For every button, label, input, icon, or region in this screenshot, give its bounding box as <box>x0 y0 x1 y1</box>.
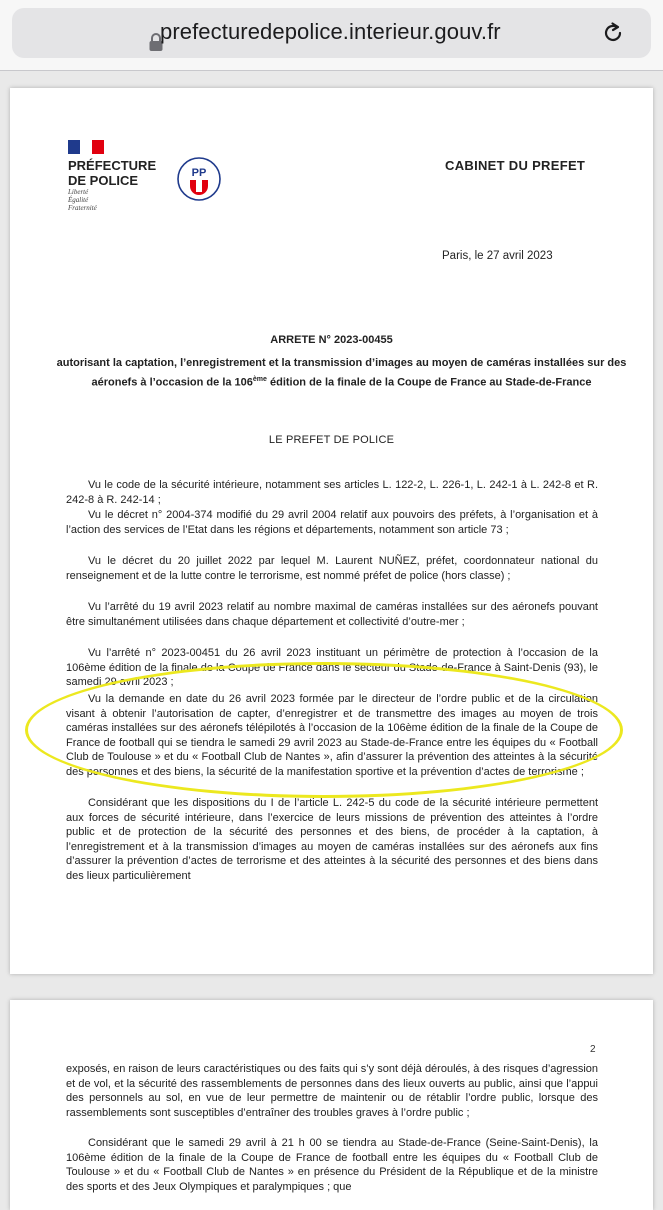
prefecture-logo-text <box>68 158 156 188</box>
reload-icon[interactable] <box>600 20 626 46</box>
prefet-heading: LE PREFET DE POLICE <box>268 434 395 446</box>
arrete-title: ARRETE N° 2023-00455 <box>270 334 393 346</box>
pdf-page-1 <box>10 88 653 974</box>
paragraph-vu-code: Vu le code de la sécurité intérieure, notamment ses articles L. 122-2, L. 226-1, L. 242-1 à L. 242-8 et R. 242-8 à R. 242-14 ; <box>66 479 598 506</box>
emblem-letters: PP <box>191 167 207 179</box>
pdf-page-2 <box>10 1000 653 1210</box>
logo-line-2: DE POLICE <box>68 173 139 188</box>
page-number: 2 <box>590 1044 596 1055</box>
republic-motto <box>68 188 97 212</box>
url-text[interactable]: prefecturedepolice.interieur.gouv.fr <box>160 19 501 44</box>
arrete-subject <box>50 356 633 391</box>
motto-egalite: Égalité <box>68 196 89 204</box>
motto-fraternite: Fraternité <box>68 204 97 212</box>
paragraph-considerant-1: Considérant que les dispositions du I de l’article L. 242-5 du code de la sécurité intérieure permettent aux forces de sécurité intérieure, dans l’exercice de leurs missions de prévention des atteintes à l’ordre public et de protection de la sécurité des personnes et des biens, de procéder à la captation, à l’enregistrement et à la transmission d’images au moyen de caméras installées sur des aéronefs aux fins d’assurer la prévention d’actes de terrorisme et des atteintes à la sécurité des personnes et des biens dans des lieux particulièrement <box>66 797 598 882</box>
subject-text-1: autorisant la captation, l’enregistrement et la transmission d’images au moyen de caméras installées sur des aéronefs à l’occasion de la 106 <box>56 357 627 389</box>
paragraph-exposes: exposés, en raison de leurs caractéristiques ou des faits qui s’y sont déjà déroulés, à des risques d’agression et de vol, et la sécurité des rassemblements de personnes dans des lieux ouverts au public, ainsi que l’appui des personnels au sol, en vue de leur permettre de maintenir ou de rétablir l’ordre public, lorsque des rassemblements sont susceptibles d’entraîner des troubles graves à l’ordre public ; <box>66 1063 598 1119</box>
document-date: Paris, le 27 avril 2023 <box>442 250 553 262</box>
toolbar-divider <box>0 70 663 71</box>
address-bar[interactable] <box>12 8 651 58</box>
browser-toolbar <box>0 0 663 70</box>
paragraph-considerant-2: Considérant que le samedi 29 avril à 21 h 00 se tiendra au Stade-de-France (Seine-Saint-Denis), la 106ème édition de la finale de la Coupe de France de football entre les équipes du « Football Club de Toulouse » et du « Football Club de Nantes » en présence du Président de la République et de la ministre des sports et des Jeux Olympiques et paralympiques ; que <box>66 1137 598 1193</box>
paragraph-vu-arrete-avril: Vu l’arrêté du 19 avril 2023 relatif au nombre maximal de caméras installées sur des aéronefs pouvant être simultanément utilisées dans chaque département et collectivité d’outre-mer ; <box>66 601 598 628</box>
paragraph-vu-decret-2022: Vu le décret du 20 juillet 2022 par lequel M. Laurent NUÑEZ, préfet, coordonnateur national du renseignement et de la lutte contre le terrorisme, est nommé préfet de police (hors classe) ; <box>66 555 598 582</box>
prefecture-emblem-icon <box>176 156 222 202</box>
paragraph-vu-decret-2004: Vu le décret n° 2004-374 modifié du 29 avril 2004 relatif aux pouvoirs des préfets, à l’organisation et à l’action des services de l’Etat dans les régions et départements, notamment son article 73 ; <box>66 509 598 536</box>
french-flag-icon <box>68 140 106 154</box>
logo-line-1: PRÉFECTURE <box>68 158 157 173</box>
subject-superscript: ème <box>252 375 267 383</box>
paragraph-vu-demande: Vu la demande en date du 26 avril 2023 formée par le directeur de l’ordre public et de la circulation visant à obtenir l’autorisation de capter, d’enregistrer et de transmettre des images au moyen de trois caméras installées sur des aéronefs télépilotés à l’occasion de la 106ème édition de la finale de la Coupe de France de football qui se tiendra le samedi 29 avril 2023 au Stade-de-France entre les équipes du « Football Club de Toulouse » et du « Football Club de Nantes », afin d’assurer la prévention des atteintes à la sécurité des personnes et des biens, la sécurité de la manifestation sportive et la prévention d’actes de terrorisme ; <box>66 693 598 778</box>
motto-liberte: Liberté <box>68 188 89 196</box>
subject-text-2: édition de la finale de la Coupe de France au Stade-de-France <box>266 376 592 389</box>
paragraph-vu-arrete-00451: Vu l’arrêté n° 2023-00451 du 26 avril 2023 instituant un périmètre de protection à l’occasion de la 106ème édition de la finale de la Coupe de France dans le secteur du Stade-de-France à Saint-Denis (93), le samedi 29 avril 2023 ; <box>66 647 598 688</box>
cabinet-header: CABINET DU PREFET <box>445 158 586 173</box>
